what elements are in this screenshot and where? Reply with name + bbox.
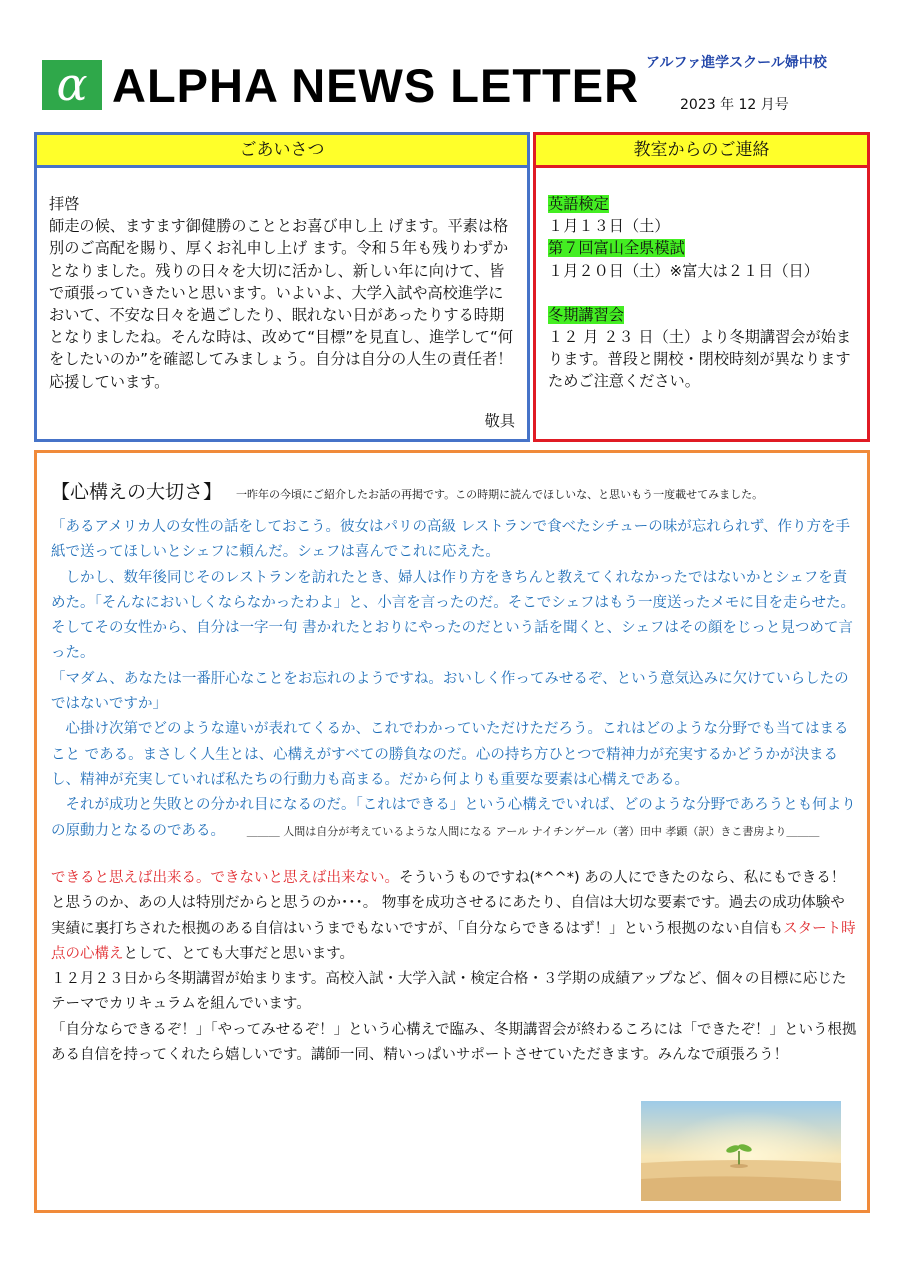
closing-paragraph-2: １２月２３日から冬期講習が始まります。高校入試・大学入試・検定合格・３学期の成績アップなど、個々の目標に応じたテーマでカリキュラムを組んでいます。 bbox=[51, 971, 847, 1013]
feature-intro: 一昨年の今頃にご紹介したお話の再掲です。この時期に読んでほしいな、と思いもう一度載せてみました。 bbox=[236, 488, 764, 501]
sprout-illustration bbox=[641, 1101, 841, 1201]
eiken-label: 英語検定 bbox=[548, 195, 609, 213]
feature-header bbox=[51, 477, 763, 504]
mock-exam-label: 第７回富山全県模試 bbox=[548, 239, 685, 258]
closing-red-keyword: スタート時点の心構え bbox=[51, 920, 856, 962]
school-name: アルファ進学スクール婦中校 bbox=[646, 55, 827, 71]
notice-heading: 教室からのご連絡 bbox=[536, 135, 867, 168]
story-last-text: それが成功と失敗との分かれ目になるのだ。「これはできる」という心構えでいれば、どのような分野であろうとも何よりの原動力となるのである。 bbox=[51, 797, 856, 839]
closing-red-phrase: できると思えば出来る。できないと思えば出来ない。 bbox=[51, 870, 399, 886]
greeting-opening: 拝啓 bbox=[49, 195, 80, 213]
newsletter-title: ALPHA NEWS LETTER bbox=[112, 59, 640, 112]
book-credit: ＿＿＿ 人間は自分が考えているような人間になる アール ナイチンゲール（著）田中 孝顕（訳）きこ書房より＿＿＿ bbox=[246, 824, 820, 838]
closing-text-b: として、とても大事だと思います。 bbox=[123, 945, 355, 962]
alpha-logo-glyph bbox=[42, 60, 102, 110]
greeting-text bbox=[49, 193, 517, 393]
notice-text bbox=[548, 193, 860, 393]
issue-date: 2023 年 12 月号 bbox=[680, 97, 789, 113]
story-text bbox=[51, 515, 859, 844]
closing-text-a: そういうものですね(*^^*) あの人にできたのなら、私にもできる！と思うのか、あの人は特別だからと思うのか･･･。 物事を成功させるにあたり、自信は大切な要素です。過去の成功体験や実績に裏打ちされた根拠のある自信はいうまでもないですが、「自分ならできるはず！」という根拠のない自信も bbox=[51, 870, 846, 937]
closing-paragraph-3: 「自分ならできるぞ！」「やってみせるぞ！」という心構えで臨み、冬期講習会が終わるころには「できたぞ！」という根拠ある自信を持ってくれたら嬉しいです。講師一同、精いっぱいサポートさせていただきます。みんなで頑張ろう！ bbox=[51, 1021, 857, 1064]
story-paragraph: 「マダム、あなたは一番肝心なことをお忘れのようですね。おいしく作ってみせるぞ、という意気込みに欠けていらしたのではないですか」 bbox=[51, 670, 849, 713]
story-paragraph: しかし、数年後同じそのレストランを訪れたとき、婦人は作り方をきちんと教えてくれなかったではないかとシェフを責めた。「そんなにおいしくならなかったわよ」と、小言を言ったのだ。そこでシェフはもう一度送ったメモに目を走らせた。そしてその女性から、自分は一字一句 書かれたとおりにやったのだという話を聞くと、シェフはその顔をじっと見つめて言った。 bbox=[51, 569, 856, 662]
story-paragraph-last bbox=[51, 793, 859, 844]
winter-course-text: １２ 月 ２３ 日（土）より冬期講習会が始まります。普段と開校・閉校時刻が異なりますためご注意ください。 bbox=[548, 328, 852, 391]
svg-text:α: α bbox=[56, 60, 88, 110]
closing-paragraph-1 bbox=[51, 866, 859, 967]
eiken-date: １月１３日（土） bbox=[548, 217, 670, 236]
feature-title: 【心構えの大切さ】 bbox=[51, 481, 223, 503]
greeting-section bbox=[34, 132, 530, 442]
greeting-body: 師走の候、ますます御健勝のこととお喜び申し上 げます。平素は格別のご高配を賜り、厚くお礼申し上げ ます。令和５年も残りわずかとなりました。残りの日々を大切に活かし、新しい年に向けて、皆で頑張っていきたいと思います。いよいよ、大学入試や高校進学において、不安な日々を過ごしたり、眠れない日があったりする時期となりましたね。そんな時は、改めて“目標”を見直し、進学して“何をしたいのか”を確認してみましょう。自分は自分の人生の責任者！応援しています。 bbox=[49, 217, 514, 391]
winter-course-label: 冬期講習会 bbox=[548, 305, 624, 324]
feature-section bbox=[34, 450, 870, 1213]
notice-section bbox=[533, 132, 870, 442]
greeting-heading: ごあいさつ bbox=[37, 135, 527, 168]
closing-text bbox=[51, 866, 859, 1068]
story-paragraph: 「あるアメリカ人の女性の話をしておこう。彼女はパリの高級 レストランで食べたシチューの味が忘れられず、作り方を手紙で送ってほしいとシェフに頼んだ。シェフは喜んでこれに応えた。 bbox=[51, 519, 851, 561]
story-paragraph: 心掛け次第でどのような違いが表れてくるか、これでわかっていただけただろう。これはどのような分野でも当てはまること である。まさしく人生とは、心構えがすべての勝負なのだ。心の持ち方ひとつで精神力が充実するかどうかが決まるし、精神が充実していれば私たちの行動力も高まる。だから何よりも重要な要素は心構えである。 bbox=[51, 721, 849, 788]
mock-exam-date: １月２０日（土）※富大は２１日（日） bbox=[548, 261, 819, 280]
alpha-logo bbox=[42, 60, 102, 110]
greeting-closing: 敬具 bbox=[484, 412, 515, 430]
